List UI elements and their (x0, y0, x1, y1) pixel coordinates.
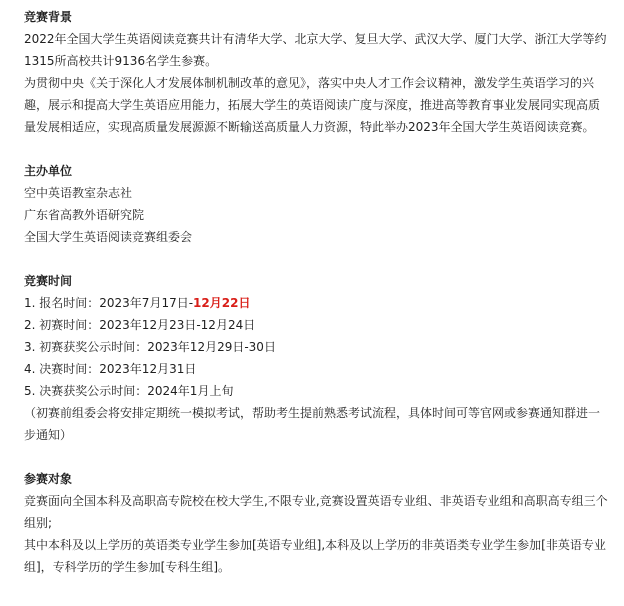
registration-deadline-highlight: 12月22日 (193, 296, 251, 310)
organizers-section (24, 160, 614, 248)
schedule-item-final: 4. 决赛时间：2023年12月31日 (24, 362, 197, 376)
schedule-note: （初赛前组委会将安排定期统一模拟考试，帮助考生提前熟悉考试流程，具体时间可等官网或参赛通知群进一步通知） (24, 406, 601, 442)
background-paragraph-2: 为贯彻中央《关于深化人才发展体制机制改革的意见》，落实中央人才工作会议精神，激发学生英语学习的兴趣，展示和提高大学生英语应用能力，拓展大学生的英语阅读广度与深度，推进高等教育事业发展同实现高质量发展相适应，实现高质量发展源源不断输送高质量人力资源，特此举办2023年全国大学生英语阅读竞赛。 (24, 76, 601, 134)
organizer-item: 广东省高教外语研究院 (24, 208, 145, 222)
background-paragraph-1: 2022年全国大学生英语阅读竞赛共计有清华大学、北京大学、复旦大学、武汉大学、厦门大学、浙江大学等约1315所高校共计9136名学生参赛。 (24, 32, 607, 68)
schedule-item-final-results: 5. 决赛获奖公示时间：2024年1月上旬 (24, 384, 234, 398)
organizers-heading: 主办单位 (24, 164, 73, 178)
schedule-item-preliminary-results: 3. 初赛获奖公示时间：2023年12月29日-30日 (24, 340, 276, 354)
spacer (24, 248, 614, 270)
schedule-item-registration (24, 292, 614, 314)
background-heading: 竞赛背景 (24, 10, 73, 24)
background-section (24, 6, 614, 138)
schedule-heading: 竞赛时间 (24, 274, 73, 288)
registration-date-text: 1. 报名时间：2023年7月17日- (24, 296, 194, 310)
spacer (24, 138, 614, 160)
schedule-item-preliminary: 2. 初赛时间：2023年12月23日-12月24日 (24, 318, 256, 332)
organizer-item: 全国大学生英语阅读竞赛组委会 (24, 230, 193, 244)
participants-paragraph-2: 其中本科及以上学历的英语类专业学生参加[英语专业组],本科及以上学历的非英语类专业学生参加[非英语专业组]，专科学历的学生参加[专科生组]。 (24, 538, 606, 574)
schedule-section (24, 270, 614, 446)
spacer (24, 446, 614, 468)
organizer-item: 空中英语教室杂志社 (24, 186, 133, 200)
participants-heading: 参赛对象 (24, 472, 73, 486)
participants-section (24, 468, 614, 578)
participants-paragraph-1: 竞赛面向全国本科及高职高专院校在校大学生,不限专业,竞赛设置英语专业组、非英语专业组和高职高专组三个组别; (24, 494, 608, 530)
